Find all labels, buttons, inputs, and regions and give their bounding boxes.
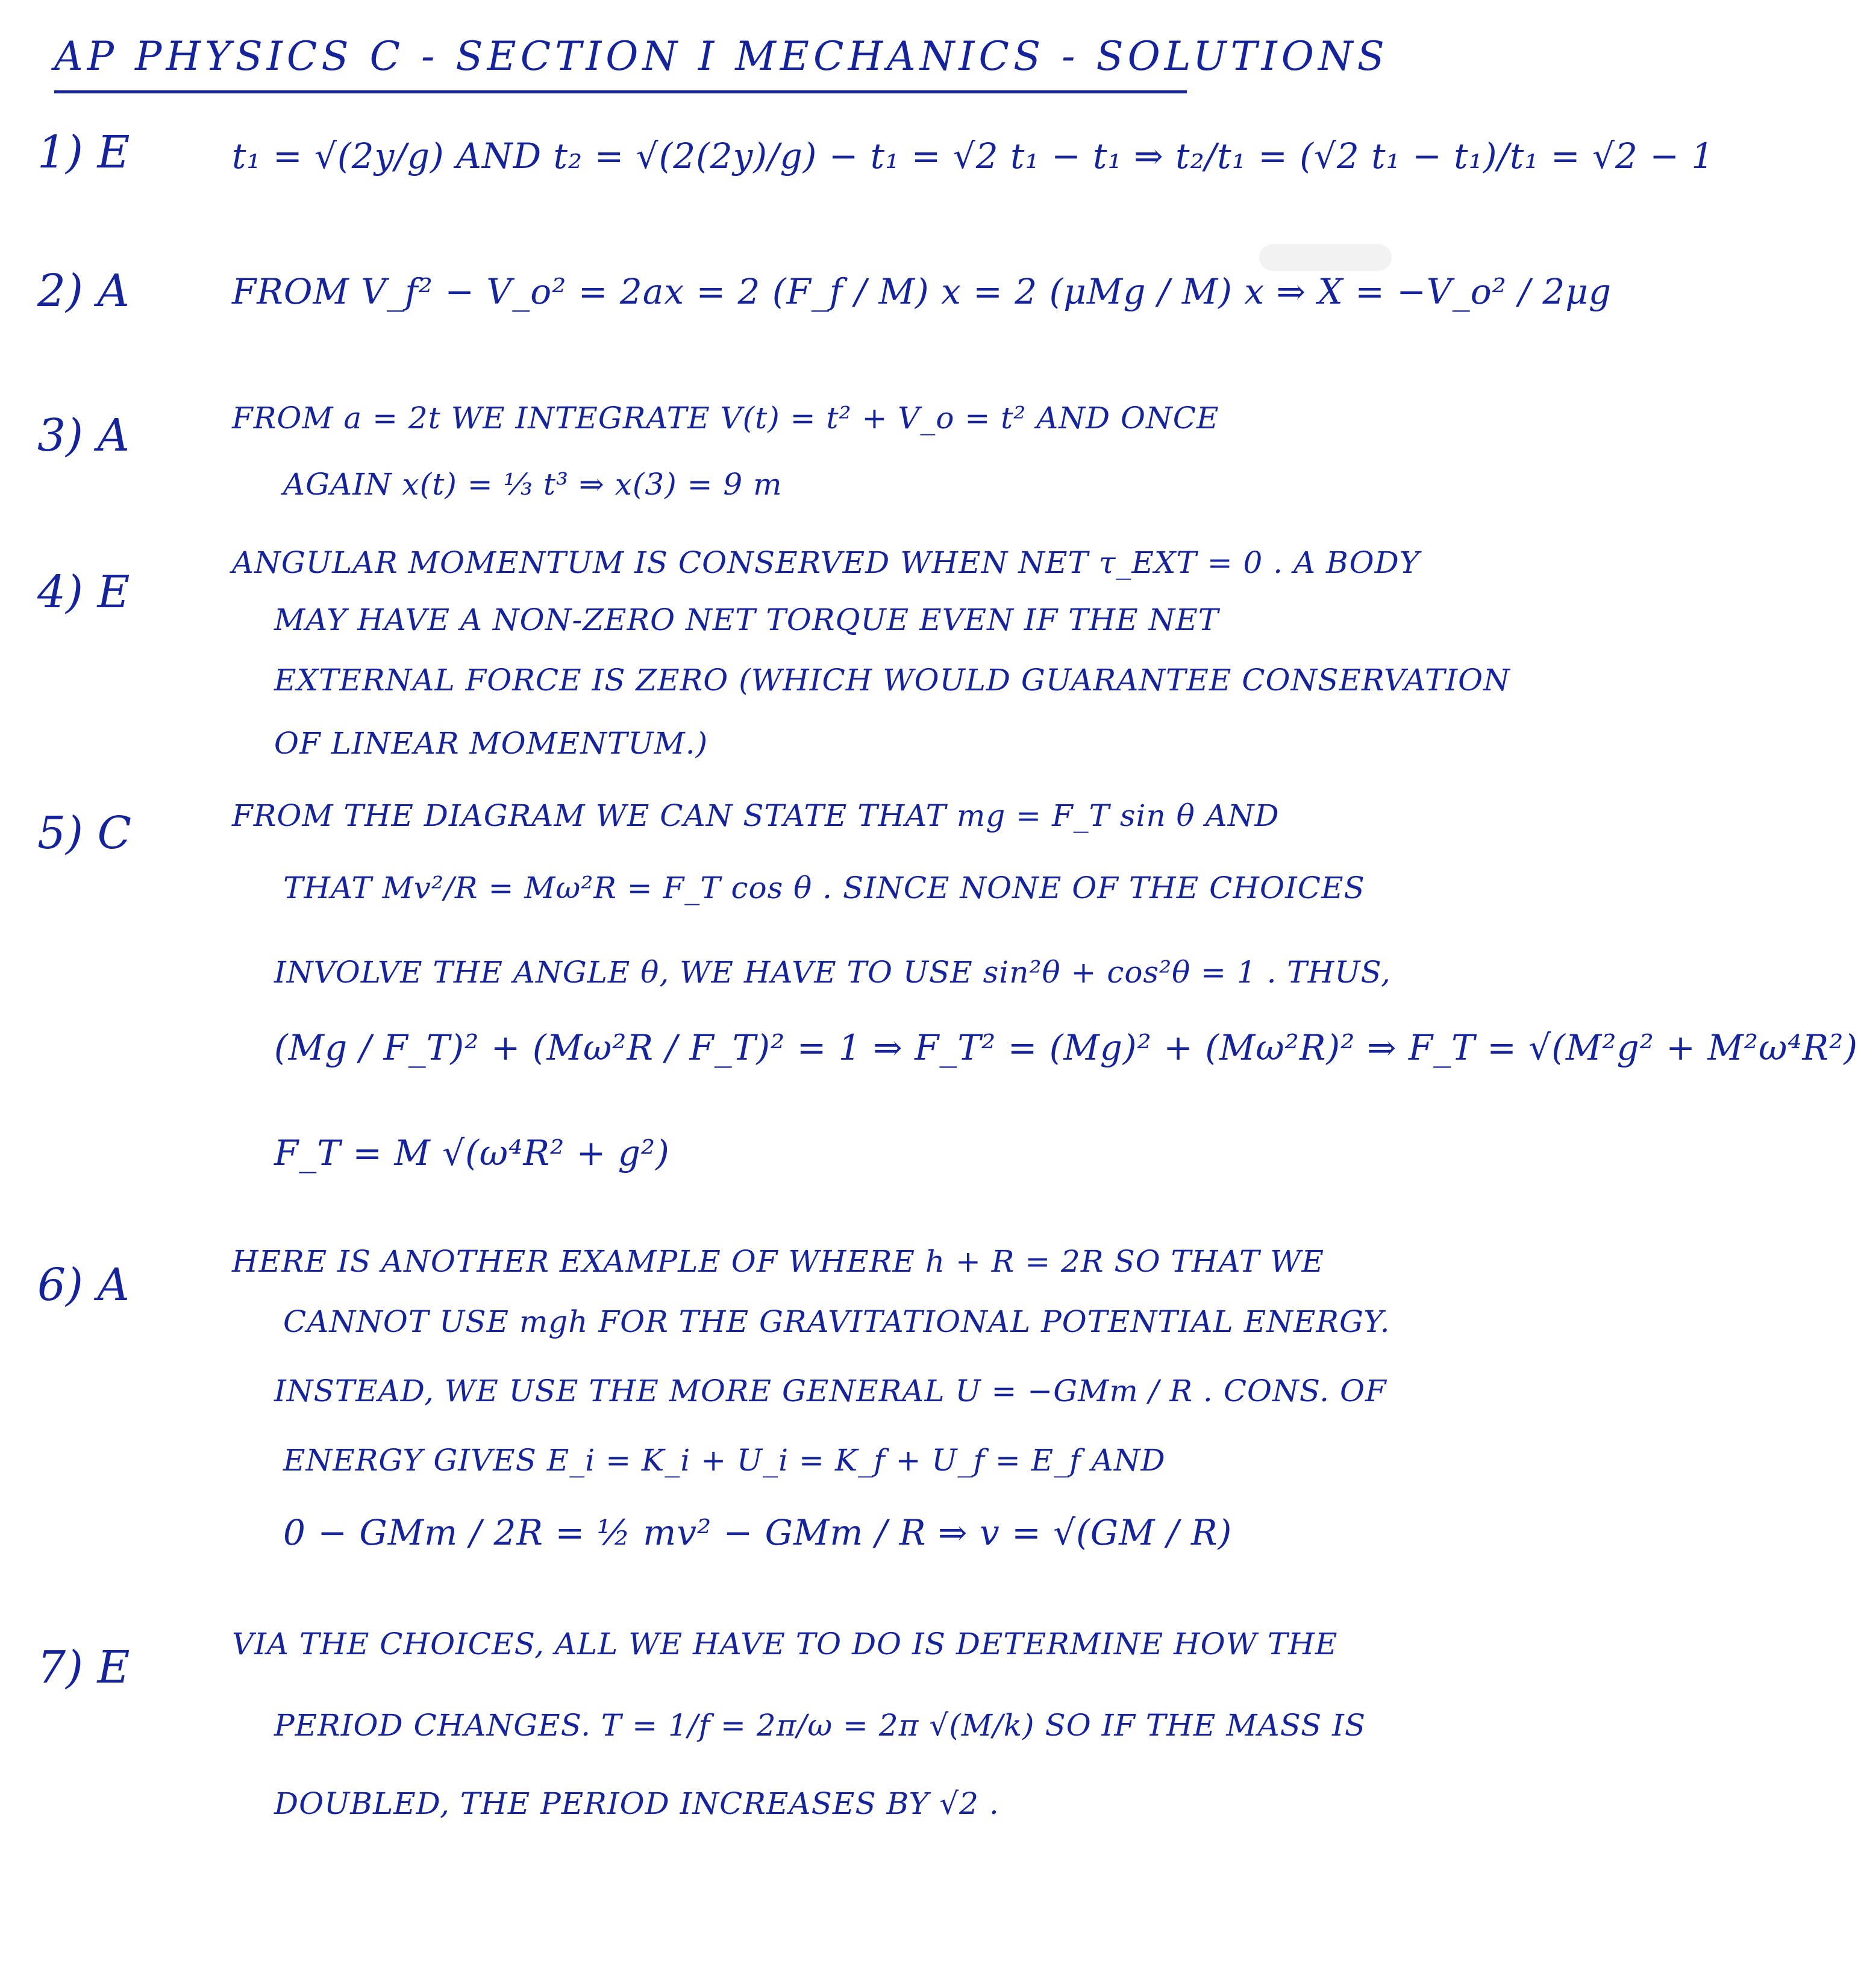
solution-4-line-3: EXTERNAL FORCE IS ZERO (WHICH WOULD GUARANTEE CONSERVATION (274, 663, 1510, 698)
solution-3-line-2: AGAIN x(t) = ⅓ t³ ⇒ x(3) = 9 m (283, 467, 783, 502)
solution-5-line-1: FROM THE DIAGRAM WE CAN STATE THAT mg = F_T sin θ AND (232, 798, 1280, 833)
solution-6-line-3: INSTEAD, WE USE THE MORE GENERAL U = −GMm / R . CONS. OF (274, 1374, 1387, 1408)
solution-6-line-1: HERE IS ANOTHER EXAMPLE OF WHERE h + R = 2R SO THAT WE (232, 1244, 1325, 1279)
solution-4-line-2: MAY HAVE A NON-ZERO NET TORQUE EVEN IF THE NET (274, 602, 1219, 637)
answer-3: 3) A (37, 410, 130, 461)
solution-6-line-5: 0 − GMm / 2R = ½ mv² − GMm / R ⇒ v = √(GM / R) (283, 1512, 1233, 1553)
solution-1-line-1: t₁ = √(2y/g) AND t₂ = √(2(2y)/g) − t₁ = √2 t₁ − t₁ ⇒ t₂/t₁ = (√2 t₁ − t₁)/t₁ = √2 − 1 (232, 136, 1715, 177)
page-title: AP PHYSICS C - SECTION I MECHANICS - SOLUTIONS (54, 33, 1389, 80)
answer-4: 4) E (37, 566, 130, 618)
solution-4-line-1: ANGULAR MOMENTUM IS CONSERVED WHEN NET τ_EXT = 0 . A BODY (232, 545, 1420, 580)
solution-5-line-3: INVOLVE THE ANGLE θ, WE HAVE TO USE sin²θ + cos²θ = 1 . THUS, (274, 955, 1391, 990)
solution-5-line-4: (Mg / F_T)² + (Mω²R / F_T)² = 1 ⇒ F_T² = (Mg)² + (Mω²R)² ⇒ F_T = √(M²g² + M²ω⁴R²) (274, 1027, 1858, 1068)
title-underline (54, 90, 1187, 93)
solution-4-line-4: OF LINEAR MOMENTUM.) (274, 726, 708, 761)
answer-6: 6) A (37, 1259, 130, 1311)
solution-7-line-3: DOUBLED, THE PERIOD INCREASES BY √2 . (274, 1786, 999, 1821)
answer-1: 1) E (37, 127, 130, 178)
answer-7: 7) E (37, 1642, 130, 1693)
answer-2: 2) A (37, 265, 130, 317)
solution-5-line-5: F_T = M √(ω⁴R² + g²) (274, 1133, 670, 1174)
solution-7-line-2: PERIOD CHANGES. T = 1/f = 2π/ω = 2π √(M/k) SO IF THE MASS IS (274, 1708, 1366, 1743)
solution-3-line-1: FROM a = 2t WE INTEGRATE V(t) = t² + V_o = t² AND ONCE (232, 401, 1219, 436)
solution-6-line-2: CANNOT USE mgh FOR THE GRAVITATIONAL POTENTIAL ENERGY. (283, 1304, 1390, 1339)
ink-smudge (1259, 244, 1392, 271)
solution-6-line-4: ENERGY GIVES E_i = K_i + U_i = K_f + U_f = E_f AND (283, 1443, 1166, 1478)
solution-5-line-2: THAT Mv²/R = Mω²R = F_T cos θ . SINCE NONE OF THE CHOICES (283, 871, 1365, 905)
solution-2-line-1: FROM V_f² − V_o² = 2ax = 2 (F_f / M) x = 2 (μMg / M) x ⇒ X = −V_o² / 2μg (232, 271, 1612, 312)
solution-7-line-1: VIA THE CHOICES, ALL WE HAVE TO DO IS DETERMINE HOW THE (232, 1627, 1338, 1661)
answer-5: 5) C (37, 807, 132, 859)
